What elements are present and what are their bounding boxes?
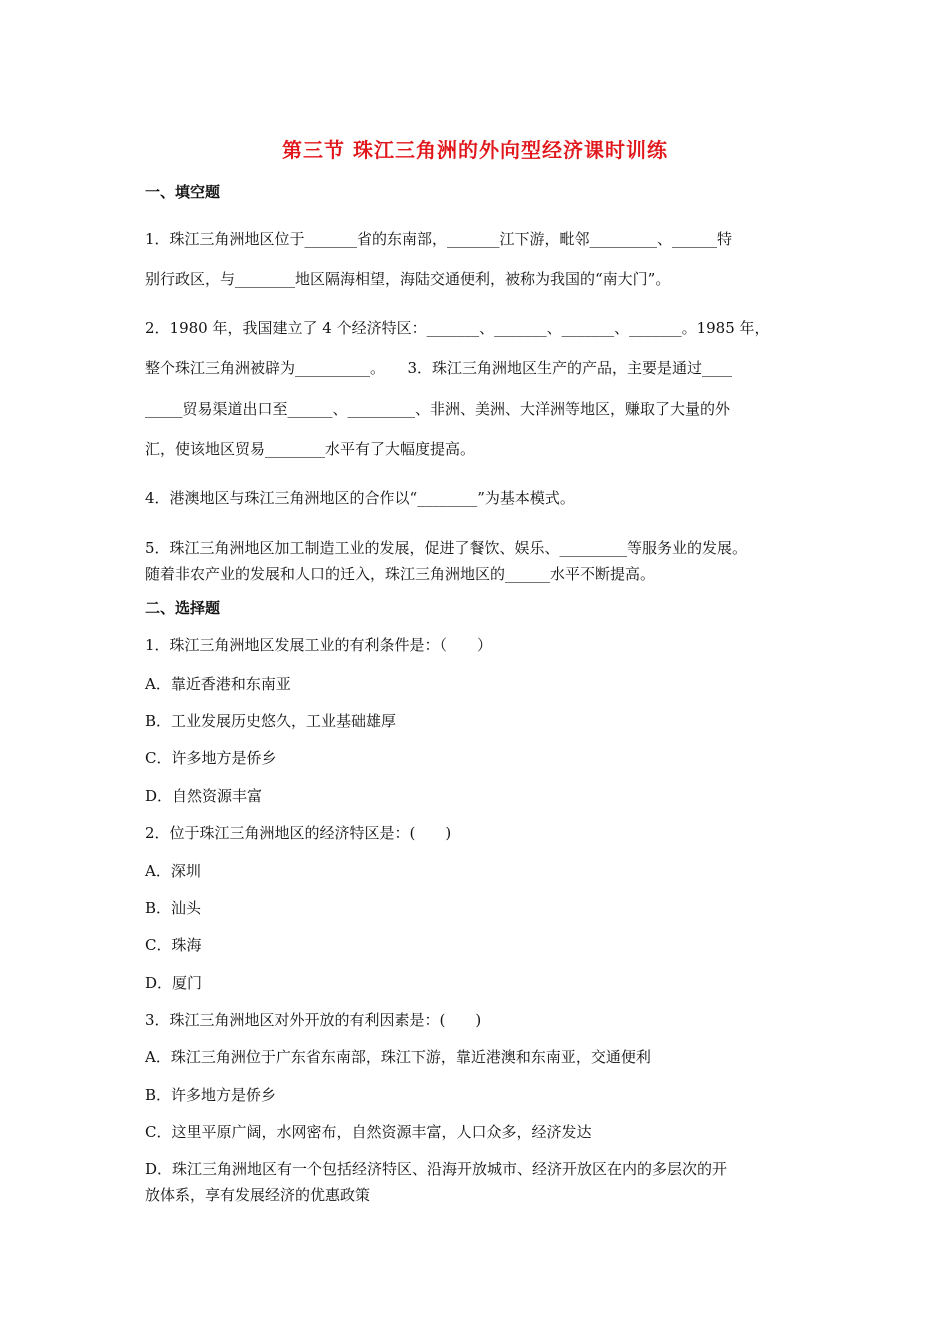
choice-q1-option-d: D．自然资源丰富 xyxy=(145,787,263,805)
choice-q1-option-a: A．靠近香港和东南亚 xyxy=(145,675,291,693)
fill-q5-line1: 5．珠江三角洲地区加工制造工业的发展，促进了餐饮、娱乐、_________等服务业的发展。 xyxy=(145,539,748,557)
fill-q2-q3-line: 整个珠江三角洲被辟为__________。 3．珠江三角洲地区生产的产品，主要是通过____ xyxy=(145,359,733,377)
choice-q3: 3．珠江三角洲地区对外开放的有利因素是：( ) xyxy=(145,1011,482,1029)
choice-q1: 1．珠江三角洲地区发展工业的有利条件是：（ ） xyxy=(145,636,493,654)
section-heading-choice: 二、选择题 xyxy=(145,599,221,617)
choice-q3-option-d-line1: D．珠江三角洲地区有一个包括经济特区、沿海开放城市、经济开放区在内的多层次的开 xyxy=(145,1160,728,1178)
choice-q3-option-c: C．这里平原广阔，水网密布，自然资源丰富，人口众多，经济发达 xyxy=(145,1123,592,1141)
choice-q2-option-b: B．汕头 xyxy=(145,899,202,917)
fill-q4: 4．港澳地区与珠江三角洲地区的合作以“________”为基本模式。 xyxy=(145,489,575,507)
section-heading-fill: 一、填空题 xyxy=(145,183,221,201)
choice-q2-option-c: C．珠海 xyxy=(145,936,202,954)
fill-q3-line3: 汇，使该地区贸易________水平有了大幅度提高。 xyxy=(145,440,476,458)
choice-q1-option-b: B．工业发展历史悠久，工业基础雄厚 xyxy=(145,712,397,730)
fill-q5-line2: 随着非农产业的发展和人口的迁入，珠江三角洲地区的______水平不断提高。 xyxy=(145,565,656,583)
fill-q3-line2: _____贸易渠道出口至______、_________、非洲、美洲、大洋洲等地区，赚取了大量的外 xyxy=(145,400,731,418)
choice-q2: 2．位于珠江三角洲地区的经济特区是：( ) xyxy=(145,824,452,842)
fill-q2-line1: 2．1980 年，我国建立了 4 个经济特区：_______、_______、_______、_______。1985 年， xyxy=(145,319,770,337)
choice-q1-option-c: C．许多地方是侨乡 xyxy=(145,749,277,767)
choice-q3-option-b: B．许多地方是侨乡 xyxy=(145,1086,277,1104)
choice-q2-option-a: A．深圳 xyxy=(145,862,201,880)
page-title: 第三节 珠江三角洲的外向型经济课时训练 xyxy=(282,138,668,162)
choice-q3-option-a: A．珠江三角洲位于广东省东南部，珠江下游，靠近港澳和东南亚，交通便利 xyxy=(145,1048,651,1066)
fill-q1-line2: 别行政区，与________地区隔海相望，海陆交通便利，被称为我国的“南大门”。 xyxy=(145,270,671,288)
choice-q3-option-d-line2: 放体系，享有发展经济的优惠政策 xyxy=(145,1186,371,1204)
fill-q1-line1: 1．珠江三角洲地区位于_______省的东南部，_______江下游，毗邻_________、______特 xyxy=(145,230,733,248)
choice-q2-option-d: D．厦门 xyxy=(145,974,203,992)
